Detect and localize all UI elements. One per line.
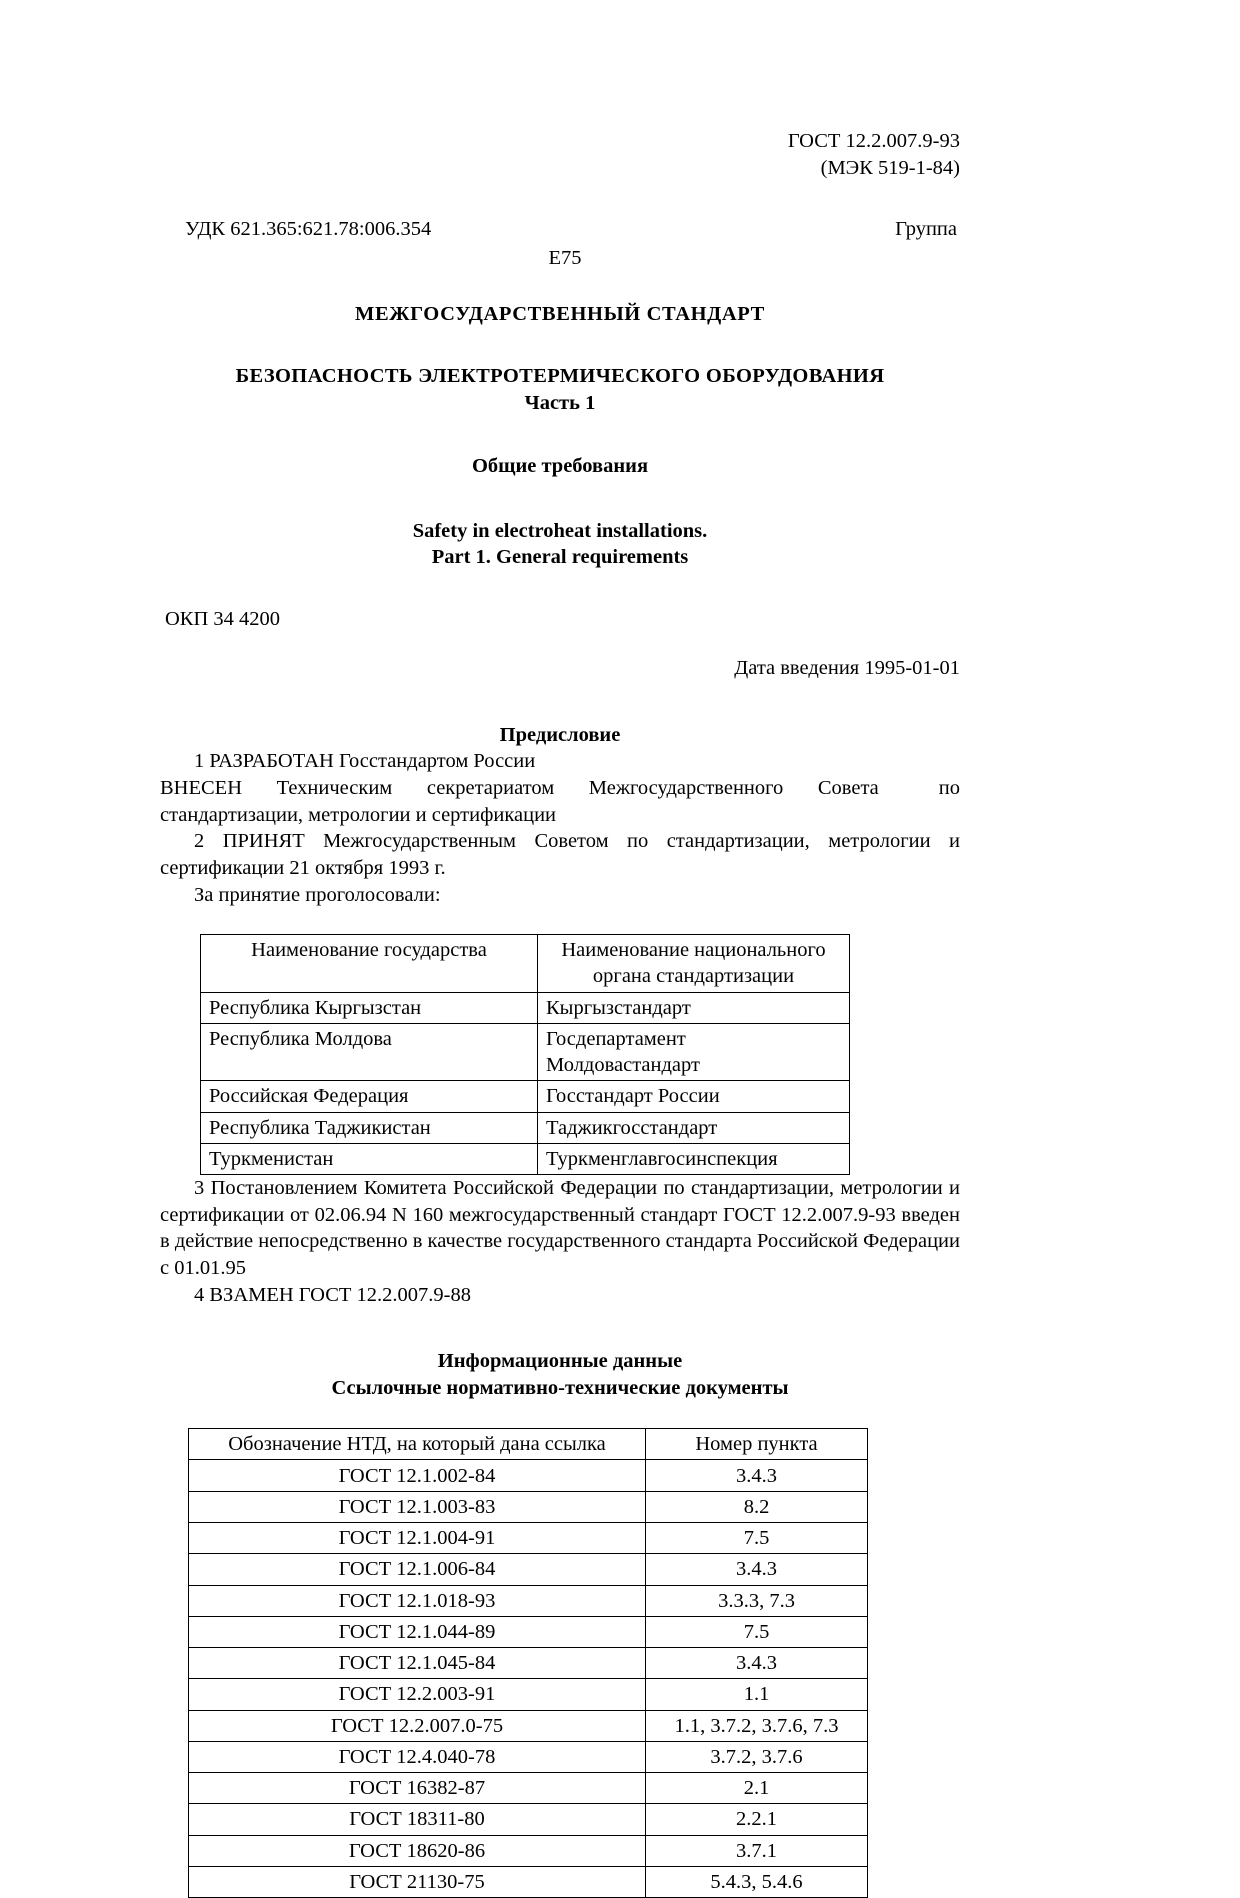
okp-code: ОКП 34 4200 xyxy=(165,608,281,631)
reference-clause: 3.7.1 xyxy=(646,1835,868,1866)
reference-document: ГОСТ 12.1.002-84 xyxy=(189,1459,646,1491)
introduction-date: Дата введения 1995-01-01 xyxy=(734,657,960,680)
reference-clause: 3.4.3 xyxy=(646,1648,868,1679)
document-identifier xyxy=(160,128,960,182)
reference-document: ГОСТ 12.1.006-84 xyxy=(189,1554,646,1585)
table-row xyxy=(189,1616,868,1647)
states-table xyxy=(200,934,850,1175)
table-row xyxy=(201,1143,850,1174)
english-title-line2: Part 1. General requirements xyxy=(431,546,689,569)
reference-clause: 3.4.3 xyxy=(646,1554,868,1585)
standard-kind: МЕЖГОСУДАРСТВЕННЫЙ СТАНДАРТ xyxy=(355,303,765,326)
reference-document: ГОСТ 12.1.044-89 xyxy=(189,1616,646,1647)
states-table-header-state: Наименование государства xyxy=(201,935,538,992)
info-heading-line2: Ссылочные нормативно-технические документы xyxy=(331,1376,789,1399)
gost-number: ГОСТ 12.2.007.9-93 xyxy=(787,130,960,152)
reference-document: ГОСТ 16382-87 xyxy=(189,1773,646,1804)
state-name: Республика Кыргызстан xyxy=(201,992,538,1023)
english-title xyxy=(160,518,960,570)
table-row xyxy=(189,1773,868,1804)
standard-body: Туркменглавгосинспекция xyxy=(538,1143,850,1174)
table-row xyxy=(189,1585,868,1616)
udk-group-row xyxy=(160,216,960,243)
reference-document: ГОСТ 12.2.007.0-75 xyxy=(189,1710,646,1741)
table-row xyxy=(189,1710,868,1741)
reference-clause: 1.1 xyxy=(646,1679,868,1710)
reference-clause: 8.2 xyxy=(646,1492,868,1523)
reference-clause: 5.4.3, 5.4.6 xyxy=(646,1866,868,1897)
reference-clause: 3.7.2, 3.7.6 xyxy=(646,1741,868,1772)
page-title xyxy=(160,363,960,416)
preface-note-part-b: по стандартизации, метрологии и сертификации xyxy=(160,776,960,826)
reference-document: ГОСТ 18620-86 xyxy=(189,1835,646,1866)
subtitle: Общие требования xyxy=(471,455,649,478)
state-name: Туркменистан xyxy=(201,1143,538,1174)
preface-item-1-note xyxy=(160,775,960,828)
reference-document: ГОСТ 21130-75 xyxy=(189,1866,646,1897)
refs-table-header-document: Обозначение НТД, на который дана ссылка xyxy=(189,1428,646,1459)
standard-body: Госдепартамент Молдовастандарт xyxy=(538,1023,850,1080)
table-header-row xyxy=(201,935,850,992)
page-content xyxy=(160,0,960,1898)
table-row xyxy=(189,1523,868,1554)
reference-clause: 2.2.1 xyxy=(646,1804,868,1835)
reference-document: ГОСТ 12.1.004-91 xyxy=(189,1523,646,1554)
vote-intro: За принятие проголосовали: xyxy=(194,883,441,906)
state-name: Российская Федерация xyxy=(201,1081,538,1112)
reference-clause: 7.5 xyxy=(646,1616,868,1647)
reference-clause: 2.1 xyxy=(646,1773,868,1804)
table-row xyxy=(201,992,850,1023)
table-row xyxy=(189,1459,868,1491)
state-name: Республика Таджикистан xyxy=(201,1112,538,1143)
standard-body: Госстандарт России xyxy=(538,1081,850,1112)
standard-body: Таджикгосстандарт xyxy=(538,1112,850,1143)
table-row xyxy=(189,1741,868,1772)
main-title-text: БЕЗОПАСНОСТЬ ЭЛЕКТРОТЕРМИЧЕСКОГО ОБОРУДОВАНИЯ xyxy=(235,365,885,388)
reference-clause: 7.5 xyxy=(646,1523,868,1554)
preface-item-4: 4 ВЗАМЕН ГОСТ 12.2.007.9-88 xyxy=(194,1283,471,1306)
preface-item-1: 1 РАЗРАБОТАН Госстандартом России xyxy=(194,750,536,773)
part-number: Часть 1 xyxy=(524,391,596,414)
info-section-heading xyxy=(160,1348,960,1401)
table-row xyxy=(201,1023,850,1080)
udk-code: УДК 621.365:621.78:006.354 xyxy=(185,218,432,241)
reference-document: ГОСТ 12.1.018-93 xyxy=(189,1585,646,1616)
table-row xyxy=(189,1648,868,1679)
table-row xyxy=(189,1804,868,1835)
preface-item-2: 2 ПРИНЯТ Межгосударственным Советом по стандартизации, метрологии и сертификации 21 октября 1993 г. xyxy=(160,830,960,879)
preface-item-3: 3 Постановлением Комитета Российской Федерации по стандартизации, метрологии и сертификации от 02.06.94 N 160 межгосударственный стандарт ГОСТ 12.2.007.9-93 введен в действие непосредственно в качестве государственного стандарта Российской Федерации с 01.01.95 xyxy=(160,1177,960,1279)
table-row xyxy=(189,1679,868,1710)
table-row xyxy=(189,1492,868,1523)
refs-table-header-clause: Номер пункта xyxy=(646,1428,868,1459)
reference-clause: 3.3.3, 7.3 xyxy=(646,1585,868,1616)
references-table xyxy=(188,1428,868,1898)
preface-heading: Предисловие xyxy=(499,723,621,746)
table-row xyxy=(189,1554,868,1585)
standard-body: Кыргызстандарт xyxy=(538,992,850,1023)
iec-equivalent: (МЭК 519-1-84) xyxy=(820,157,960,180)
reference-clause: 1.1, 3.7.2, 3.7.6, 7.3 xyxy=(646,1710,868,1741)
reference-document: ГОСТ 18311-80 xyxy=(189,1804,646,1835)
table-row xyxy=(201,1081,850,1112)
reference-clause: 3.4.3 xyxy=(646,1459,868,1491)
english-title-line1: Safety in electroheat installations. xyxy=(412,519,708,542)
reference-document: ГОСТ 12.4.040-78 xyxy=(189,1741,646,1772)
table-row xyxy=(201,1112,850,1143)
table-row xyxy=(189,1866,868,1897)
table-header-row xyxy=(189,1428,868,1459)
group-code: Е75 xyxy=(548,246,582,269)
state-name: Республика Молдова xyxy=(201,1023,538,1080)
info-heading-line1: Информационные данные xyxy=(437,1350,683,1373)
reference-document: ГОСТ 12.1.003-83 xyxy=(189,1492,646,1523)
group-label: Группа xyxy=(895,218,957,241)
reference-document: ГОСТ 12.2.003-91 xyxy=(189,1679,646,1710)
table-row xyxy=(189,1835,868,1866)
reference-document: ГОСТ 12.1.045-84 xyxy=(189,1648,646,1679)
preface-note-part-a: ВНЕСЕН Техническим секретариатом Межгосударственного Совета xyxy=(160,776,879,799)
states-table-header-body: Наименование национального органа стандартизации xyxy=(538,935,850,992)
